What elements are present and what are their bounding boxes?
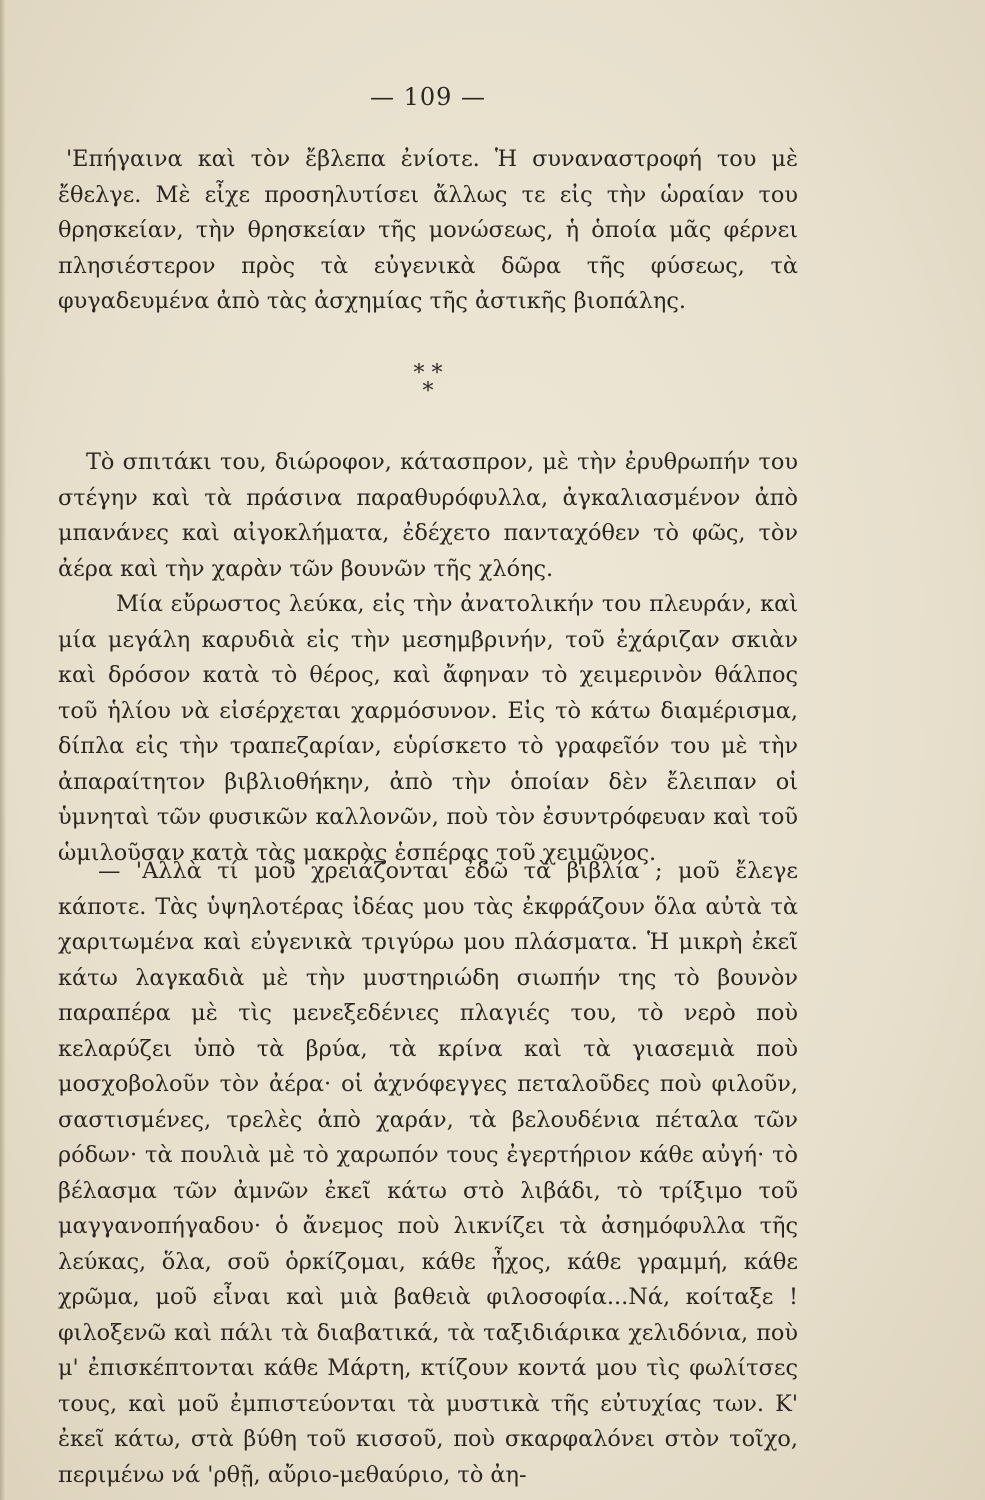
paragraph-4: — 'Αλλὰ τί μοῦ χρειάζονται ἐδῶ τὰ βιβλία ; μοῦ ἔλεγε κάποτε. Τὰς ὑψηλοτέρας ἰδέας μου τὰς ἐκφράζουν ὅλα αὐτὰ τὰ χαριτωμένα καὶ εὐγενικὰ τριγύρω μου πλάσματα. Ἡ μικρὴ ἐκεῖ κάτω λαγκαδιὰ μὲ τὴν μυστηριώδη σιωπήν της τὸ βουνὸν παραπέρα μὲ τὶς μενεξεδένιες πλαγιές του, τὸ νερὸ ποὺ κελαρύζει ὑπὸ τὰ βρύα, τὰ κρίνα καὶ τὰ γιασεμιὰ ποὺ μοσχοβολοῦν τὸν ἀέρα· οἱ ἀχνόφεγγες πεταλοῦδες ποὺ φιλοῦν, σαστισμένες, τρελὲς ἀπὸ χαράν, τὰ βελουδένια πέταλα τῶν ρόδων· τὰ πουλιὰ μὲ τὸ χαρωπόν τους ἐγερτήριον κάθε αὐγή· τὸ βέλασμα τῶν ἀμνῶν ἐκεῖ κάτω στὸ λιβάδι, τὸ τρίξιμο τοῦ μαγγανοπήγαδου· ὁ ἄνεμος ποὺ λικνίζει τὰ ἀσημόφυλλα τῆς λεύκας, ὅλα, σοῦ ὁρκίζομαι, κάθε ἦχος, κάθε γραμμή, κάθε χρῶμα, μοῦ εἶναι καὶ μιὰ βαθειὰ φιλοσοφία...Νά, κοίταξε ! φιλοξενῶ καὶ πάλι τὰ διαβατικά, τὰ ταξιδιάρικα χελιδόνια, ποὺ μ' ἐπισκέπτονται κάθε Μάρτη, κτίζουν κοντά μου τὶς φωλίτσες τους, καὶ μοῦ ἐμπιστεύονται τὰ μυστικὰ τῆς εὐτυχίας των. Κ' ἐκεῖ κάτω, στὰ βύθη τοῦ κισσοῦ, ποὺ σκαρφαλόνει στὸν τοῖχο, περιμένω νά 'ρθῇ, αὔριο-μεθαύριο, τὸ ἀη- (58, 858, 798, 1488)
section-separator (58, 361, 798, 404)
separator-asterisks-top: * * (413, 361, 443, 386)
paragraph-2: Τὸ σπιτάκι του, διώροφον, κάτασπρον, μὲ τὴν ἐρυθρωπήν του στέγην καὶ τὰ πράσινα παραθυρόφυλλα, ἀγκαλιασμένον ἀπὸ μπανάνες καὶ αἰγοκλήματα, ἐδέχετο πανταχόθεν τὸ φῶς, τὸν ἀέρα καὶ τὴν χαρὰν τῶν βουνῶν τῆς χλόης. (58, 449, 798, 582)
paragraph-1: 'Επήγαινα καὶ τὸν ἔβλεπα ἐνίοτε. Ἡ συναναστροφή του μὲ ἔθελγε. Μὲ εἶχε προσηλυτίσει ἄλλως τε εἰς τὴν ὡραίαν του θρησκείαν, τὴν θρησκείαν τῆς μονώσεως, ἡ ὁποία μᾶς φέρνει πλησιέστερον πρὸς τὰ εὐγενικὰ δῶρα τῆς φύσεως, τὰ φυγαδευμένα ἀπὸ τὰς ἀσχημίας τῆς ἀστικῆς βιοπάλης. (58, 146, 798, 314)
page-number: — 109 — (369, 83, 487, 111)
page-binding-edge (0, 0, 6, 1500)
separator-asterisk-bottom: * (422, 379, 434, 404)
paragraph-3: Μία εὔρωστος λεύκα, εἰς τὴν ἀνατολικήν του πλευράν, καὶ μία μεγάλη καρυδιὰ εἰς τὴν μεσημβρινήν, τοῦ ἐχάριζαν σκιὰν καὶ δρόσον κατὰ τὸ θέρος, καὶ ἄφηναν τὸ χειμερινὸν θάλπος τοῦ ἡλίου νὰ εἰσέρχεται χαρμόσυνον. Εἰς τὸ κάτω διαμέρισμα, δίπλα εἰς τὴν τραπεζαρίαν, εὑρίσκετο τὸ γραφεῖόν του μὲ τὴν ἀπαραίτητον βιβλιοθήκην, ἀπὸ τὴν ὁποίαν δὲν ἔλειπαν οἱ ὑμνηταὶ τῶν φυσικῶν καλλονῶν, ποὺ τὸν ἐσυντρόφευαν καὶ τοῦ ὡμιλοῦσαν κατὰ τὰς μακρὰς ἑσπέρας τοῦ χειμῶνος. (58, 591, 798, 866)
